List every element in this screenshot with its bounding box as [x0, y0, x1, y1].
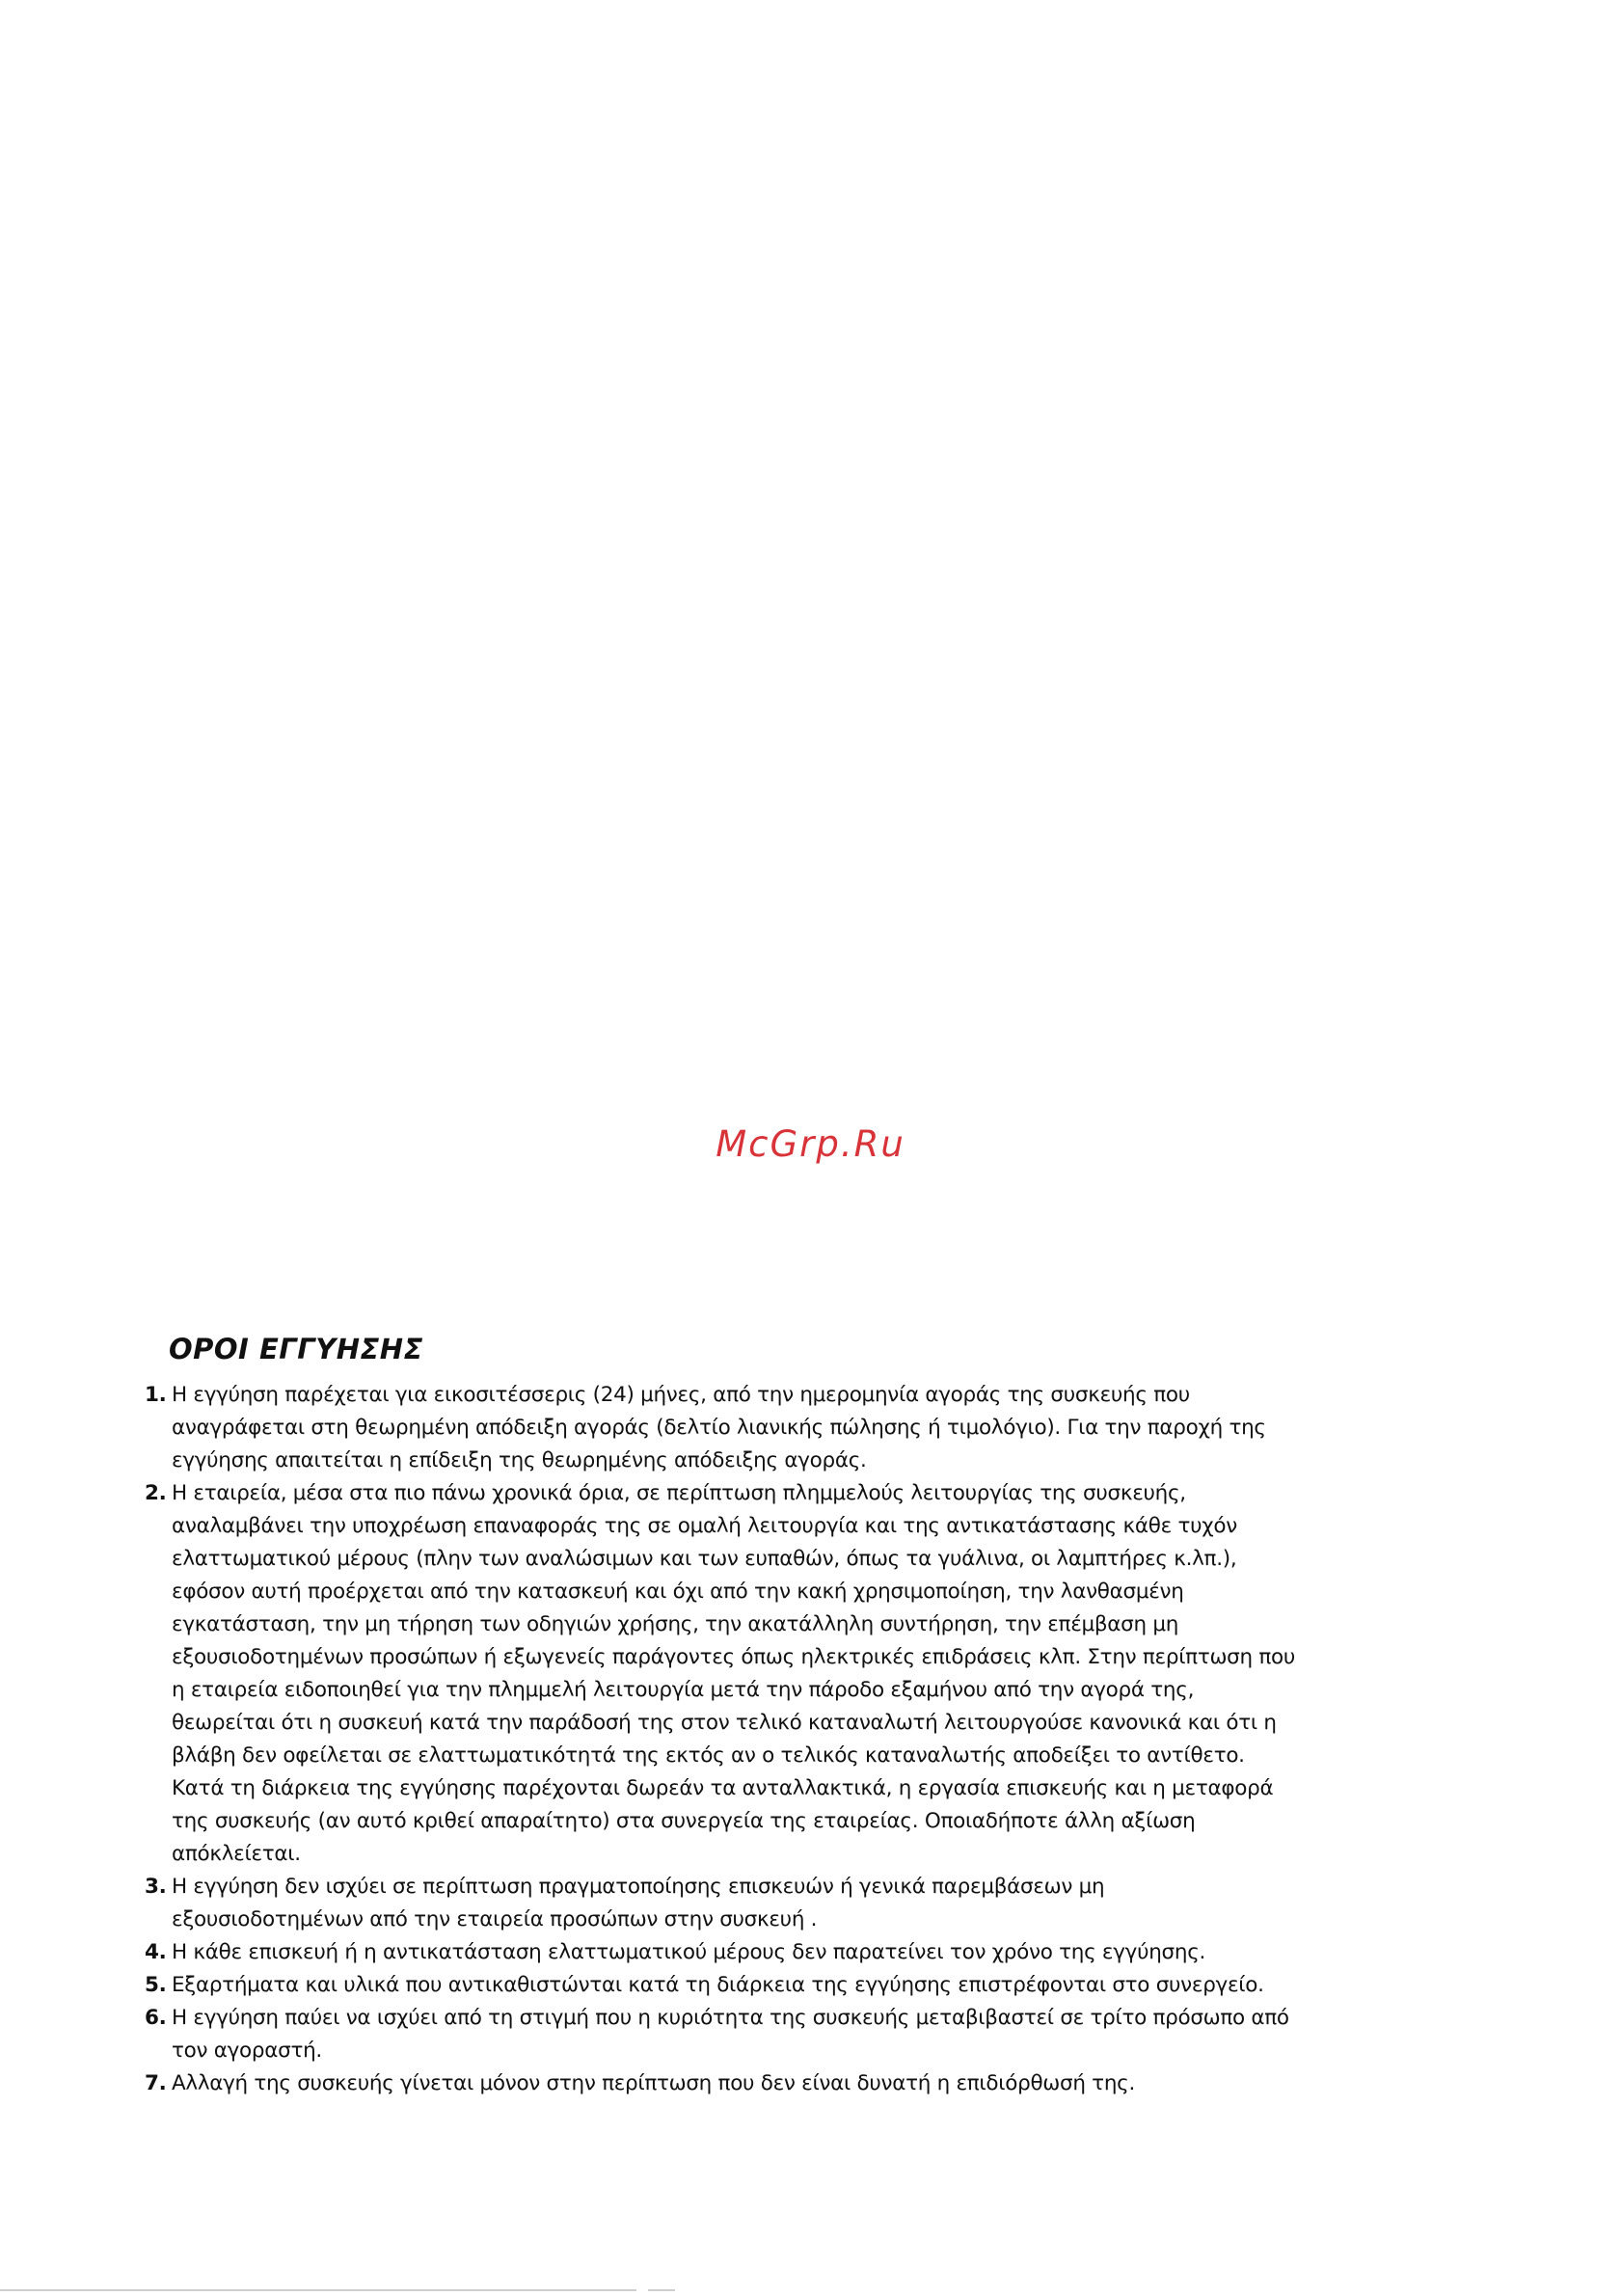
term-text: Η εγγύηση παρέχεται για εικοσιτέσσερις (24) μήνες, από την ημερομηνία αγοράς της συσκευής που αναγράφεται στη θεωρημένη απόδειξη αγοράς (δελτίο λιανικής πώλησης ή τιμολόγιο). Για την παροχή της εγγύησης απαιτείται η επίδειξη της θεωρημένης απόδειξης αγοράς. — [172, 1383, 1266, 1472]
term-number: 6. — [145, 2006, 167, 2030]
term-number: 1. — [145, 1383, 167, 1407]
term-item-4 — [145, 1936, 1302, 1969]
warranty-terms-list — [145, 1379, 1302, 2100]
term-text: Η εγγύηση παύει να ισχύει από τη στιγμή που η κυριότητα της συσκευής μεταβιβαστεί σε τρίτο πρόσωπο από τον αγοραστή. — [172, 2006, 1289, 2063]
term-number: 5. — [145, 1973, 167, 1997]
term-item-1 — [145, 1379, 1302, 1477]
term-text: Εξαρτήματα και υλικά που αντικαθιστώνται κατά τη διάρκεια της εγγύησης επιστρέφονται στο συνεργείο. — [172, 1973, 1264, 1997]
term-text: Αλλαγή της συσκευής γίνεται μόνον στην περίπτωση που δεν είναι δυνατή η επιδιόρθωσή της. — [172, 2071, 1136, 2095]
term-item-6 — [145, 2002, 1302, 2067]
term-number: 3. — [145, 1875, 167, 1899]
term-text: Η κάθε επισκευή ή η αντικατάσταση ελαττωματικού μέρους δεν παρατείνει τον χρόνο της εγγύησης. — [172, 1940, 1206, 1964]
term-item-2 — [145, 1477, 1302, 1871]
watermark-logo: McGrp.Ru — [716, 1123, 905, 1165]
warranty-terms-section — [145, 1333, 1302, 2100]
term-text: Η εταιρεία, μέσα στα πιο πάνω χρονικά όρια, σε περίπτωση πλημμελούς λειτουργίας της συσκευής, αναλαμβάνει την υποχρέωση επαναφοράς της σε ομαλή λειτουργία και της αντικατάστασης κάθε τυχόν ελαττωματικού μέρους (πλην των αναλώσιμων και των ευπαθών, όπως τα γυάλινα, οι λαμπτήρες κ.λπ.), εφόσον αυτή προέρχεται από την κατασκευή και όχι από την κακή χρησιμοποίηση, την λανθασμένη εγκατάσταση, την μη τήρηση των οδηγιών χρήσης, την ακατάλληλη συντήρηση, την επέμβαση μη εξουσιοδοτημένων προσώπων ή εξωγενείς παράγοντες όπως ηλεκτρικές επιδράσεις κλπ. Στην περίπτωση που η εταιρεία ειδοποιηθεί για την πλημμελή λειτουργία μετά την πάροδο εξαμήνου από την αγορά της, θεωρείται ότι η συσκευή κατά την παράδοσή της στον τελικό καταναλωτή λειτουργούσε κανονικά και ότι η βλάβη δεν οφείλεται σε ελαττωματικότητά της εκτός αν ο τελικός καταναλωτής αποδείξει το αντίθετο. Κατά τη διάρκεια της εγγύησης παρέχονται δωρεάν τα ανταλλακτικά, η εργασία επισκευής και η μεταφορά της συσκευής (αν αυτό κριθεί απαραίτητο) στα συνεργεία της εταιρείας. Οποιαδήποτε άλλη αξίωση απόκλείεται. — [172, 1481, 1295, 1866]
term-number: 7. — [145, 2071, 167, 2095]
warranty-terms-title: ΟΡΟΙ ΕΓΓΥΗΣΗΣ — [169, 1333, 423, 1365]
term-item-7 — [145, 2067, 1302, 2100]
term-number: 2. — [145, 1481, 167, 1505]
term-item-3 — [145, 1871, 1302, 1936]
term-item-5 — [145, 1969, 1302, 2002]
term-number: 4. — [145, 1940, 167, 1964]
page-bottom-rule — [0, 2289, 1621, 2291]
term-text: Η εγγύηση δεν ισχύει σε περίπτωση πραγματοποίησης επισκευών ή γενικά παρεμβάσεων μη εξουσιοδοτημένων από την εταιρεία προσώπων στην συσκευή . — [172, 1875, 1105, 1931]
